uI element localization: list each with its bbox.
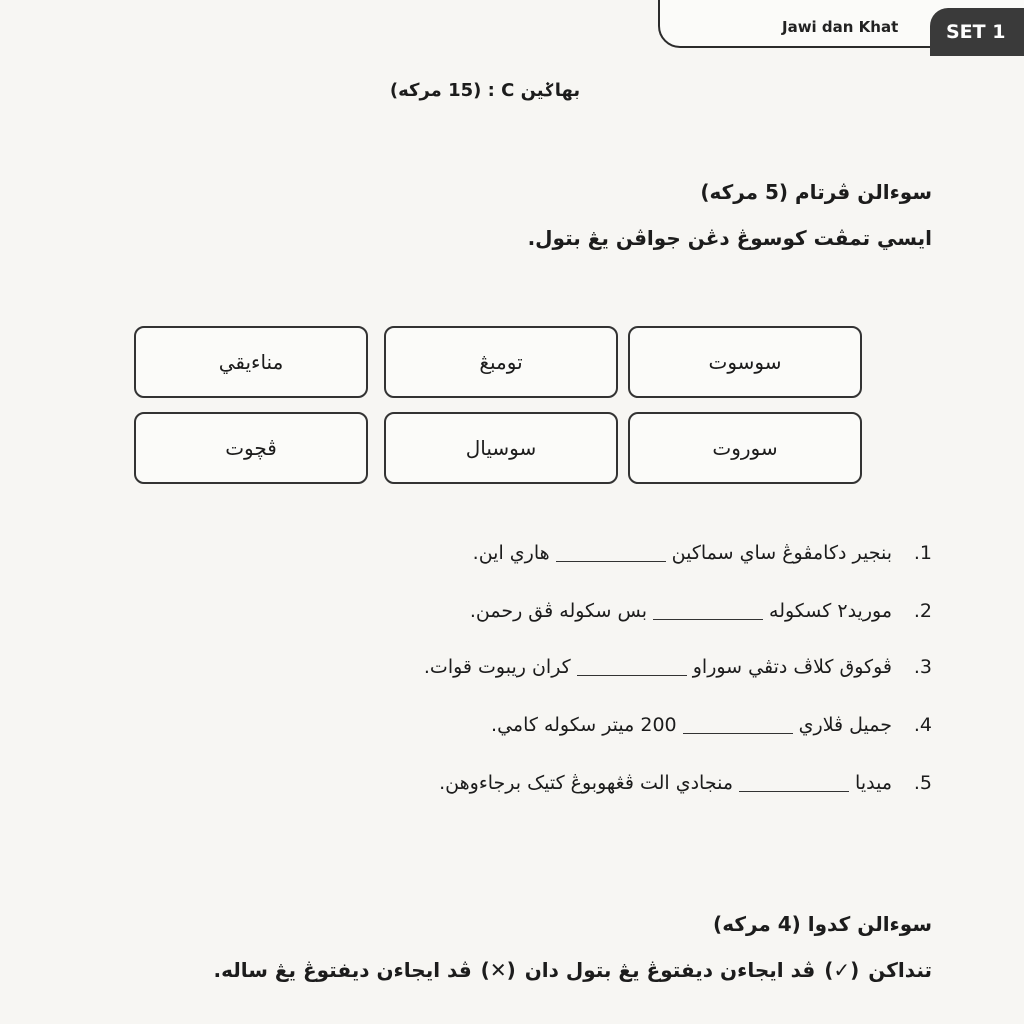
question-text: كران ريبوت قوات.	[423, 656, 571, 678]
part1-heading: سوءالن ڤرتام (5 مركه)	[700, 180, 932, 204]
word-label: مناءيقي	[218, 350, 284, 374]
word-box	[384, 326, 618, 398]
set-badge: SET 1	[930, 8, 1024, 56]
word-box	[134, 326, 368, 398]
question-row	[292, 766, 932, 800]
check-mark-icon: (✓)	[824, 958, 860, 982]
question-text: ميديا	[855, 772, 892, 794]
subject-label: Jawi dan Khat	[782, 18, 899, 36]
word-label: تومبڠ	[479, 350, 523, 374]
word-label: سوسيال	[465, 436, 537, 460]
instruction-text: ڤد ايجاءن ديفتوڠ يڠ ساله.	[213, 958, 472, 982]
question-text: بس سكوله ڤق رحمن.	[469, 600, 648, 622]
word-box	[134, 412, 368, 484]
part2-heading: سوءالن كدوا (4 مركه)	[713, 912, 932, 936]
question-number: 2.	[913, 600, 932, 622]
question-row	[292, 650, 932, 684]
part1-instruction: ايسي تمڤت كوسوڠ دڠن جواڤن يڠ بتول.	[527, 226, 932, 250]
question-text: بنجير دكامڤوڠ ساي سماكين	[671, 542, 892, 564]
question-text: جميل ڤلاري	[798, 714, 892, 736]
question-number: 5.	[913, 772, 932, 794]
question-text: ڤوكوق كلاڤ دتڤي سوراو	[692, 656, 892, 678]
word-box	[628, 412, 862, 484]
word-label: سوروت	[712, 436, 778, 460]
instruction-text: ڤد ايجاءن ديفتوڠ يڠ بتول دان	[524, 958, 816, 982]
cross-mark-icon: (✕)	[480, 958, 516, 982]
word-box	[628, 326, 862, 398]
word-label: سوسوت	[708, 350, 782, 374]
section-title: بهاݢين C : (15 مركه)	[389, 80, 581, 101]
word-label: ڤچوت	[225, 436, 277, 460]
answer-blank[interactable]	[739, 775, 849, 792]
answer-blank[interactable]	[653, 603, 763, 620]
question-text: هاري اين.	[472, 542, 550, 564]
question-row	[292, 536, 932, 570]
question-number: 3.	[913, 656, 932, 678]
instruction-text: تنداكن	[868, 958, 932, 982]
answer-blank[interactable]	[577, 659, 687, 676]
question-text: منجادي الت ڤڠهوبوڠ كتيک برجاءوهن.	[439, 772, 734, 794]
question-row	[292, 708, 932, 742]
question-text: 200 ميتر سكوله كامي.	[491, 714, 677, 736]
question-number: 1.	[913, 542, 932, 564]
question-text: موريد٢ كسكوله	[769, 600, 892, 622]
part2-instruction	[213, 958, 932, 982]
question-number: 4.	[913, 714, 932, 736]
word-box	[384, 412, 618, 484]
answer-blank[interactable]	[556, 545, 666, 562]
question-row	[292, 594, 932, 628]
answer-blank[interactable]	[683, 717, 793, 734]
